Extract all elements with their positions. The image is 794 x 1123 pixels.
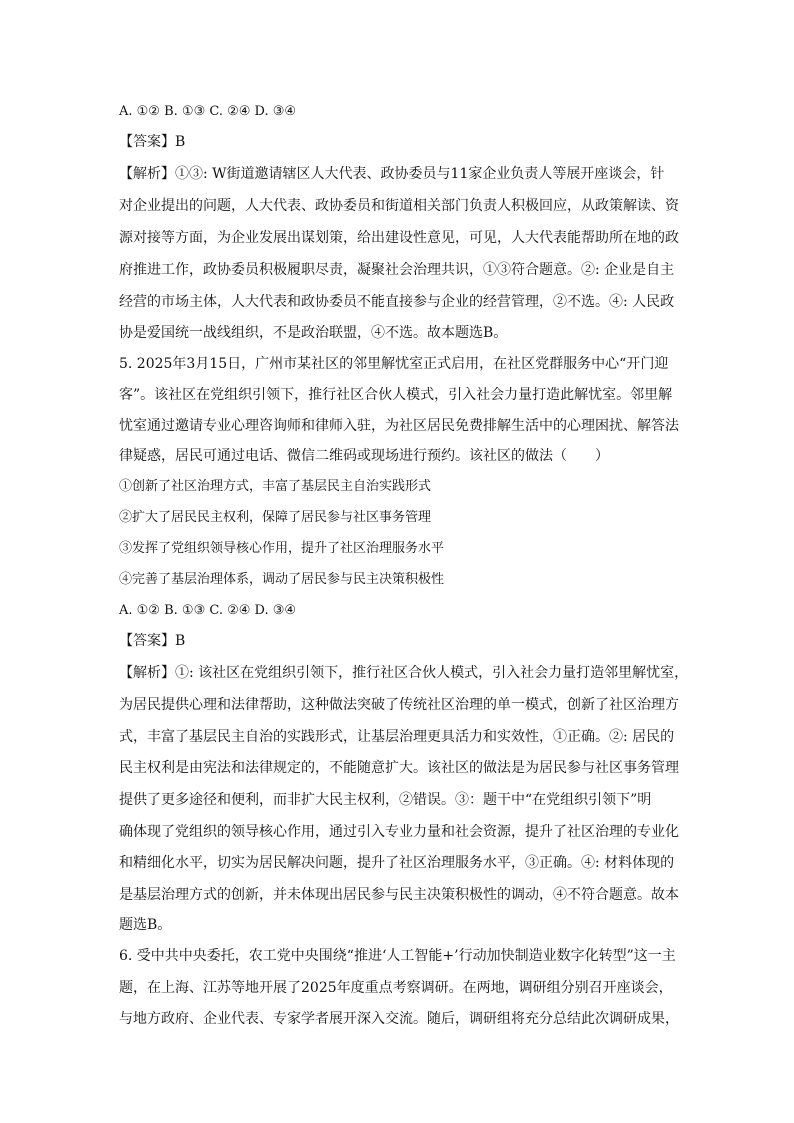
q4-analysis-line-3: 源对接等方面，为企业发展出谋划策，给出建设性意见，可见，人大代表能帮助所在地的政 [119,230,679,246]
q5-analysis-line-4: 民主权利是由宪法和法律规定的，不能随意扩大。该社区的做法是为居民参与社区事务管理 [119,760,679,776]
q5-stem-line-3: 忧室通过邀请专业心理咨询师和律师入驻，为社区居民免费排解生活中的心理困扰、解答法 [119,418,679,434]
analysis-text: ①: 该社区在党组织引领下，推行社区合伙人模式，引入社会力量打造邻里解忧室， [175,665,689,681]
q6-stem-line-1: 6. 受中共中央委托，农工党中央围绕“推进‘人工智能+’行动加快制造业数字化转型”这一主 [119,948,676,964]
q5-stem-line-2: 客”。该社区在党组织引领下，推行社区合伙人模式，引入社会力量打造此解忧室。邻里解 [119,387,673,403]
answer-value: B [175,134,186,150]
q5-analysis-line-9: 题选B。 [119,917,172,933]
q5-stem-line-1: 5. 2025年3月15日，广州市某社区的邻里解忧室正式启用，在社区党群服务中心“开门迎 [119,356,669,372]
analysis-label: 【解析】 [119,665,175,681]
q6-stem-line-3: 与地方政府、企业代表、专家学者展开深入交流。随后，调研组将充分总结此次调研成果， [119,1011,679,1027]
q5-choice-4: ④完善了基层治理体系，调动了居民参与民主决策积极性 [119,572,445,587]
q5-analysis-line-2: 为居民提供心理和法律帮助，这种做法突破了传统社区治理的单一模式，创新了社区治理方 [119,697,679,713]
q5-choice-1: ①创新了社区治理方式，丰富了基层民主自治实践形式 [119,479,432,494]
q5-analysis-line-5: 提供了更多途径和便利，而非扩大民主权利，②错误。③：题干中“在党组织引领下”明 [119,792,652,808]
q4-analysis-line-6: 协是爱国统一战线组织，不是政治联盟，④不选。故本题选B。 [119,325,508,341]
answer-label: 【答案】 [119,633,175,649]
q5-choice-3: ③发挥了党组织领导核心作用，提升了社区治理服务水平 [119,541,445,556]
answer-value: B [175,633,186,649]
q4-options: A. ①② B. ①③ C. ②④ D. ③④ [119,104,297,119]
q6-stem-line-2: 题，在上海、江苏等地开展了2025年度重点考察调研。在两地，调研组分别召开座谈会， [119,980,673,996]
q5-analysis-line-6: 确体现了党组织的领导核心作用，通过引入专业力量和社会资源，提升了社区治理的专业化 [119,824,679,840]
q5-stem-line-4: 律疑惑，居民可通过电话、微信二维码或现场进行预约。该社区的做法（ ） [119,448,609,464]
q4-answer [119,131,185,153]
analysis-text: ①③: W街道邀请辖区人大代表、政协委员与11家企业负责人等展开座谈会，针 [175,166,665,182]
q4-analysis-line-5: 经营的市场主体，人大代表和政协委员不能直接参与企业的经营管理，②不选。④: 人民政 [119,294,675,310]
q5-options: A. ①② B. ①③ C. ②④ D. ③④ [119,603,297,618]
q5-answer [119,630,185,652]
q5-analysis-line-1 [119,662,688,684]
q5-choice-2: ②扩大了居民民主权利，保障了居民参与社区事务管理 [119,510,432,525]
q4-analysis-line-1 [119,163,664,185]
q5-analysis-line-7: 和精细化水平，切实为居民解决问题，提升了社区治理服务水平，③正确。④: 材料体现的 [119,855,675,871]
q4-analysis-line-2: 对企业提出的问题，人大代表、政协委员和街道相关部门负责人积极回应，从政策解读、资 [119,198,679,214]
analysis-label: 【解析】 [119,166,175,182]
q4-analysis-line-4: 府推进工作，政协委员积极履职尽责，凝聚社会治理共识，①③符合题意。②: 企业是自主 [119,262,675,278]
q5-analysis-line-3: 式，丰富了基层民主自治的实践形式，让基层治理更具活力和实效性，①正确。②: 居民的 [119,729,675,745]
q5-analysis-line-8: 是基层治理方式的创新，并未体现出居民参与民主决策积极性的调动，④不符合题意。故本 [119,887,679,903]
answer-label: 【答案】 [119,134,175,150]
